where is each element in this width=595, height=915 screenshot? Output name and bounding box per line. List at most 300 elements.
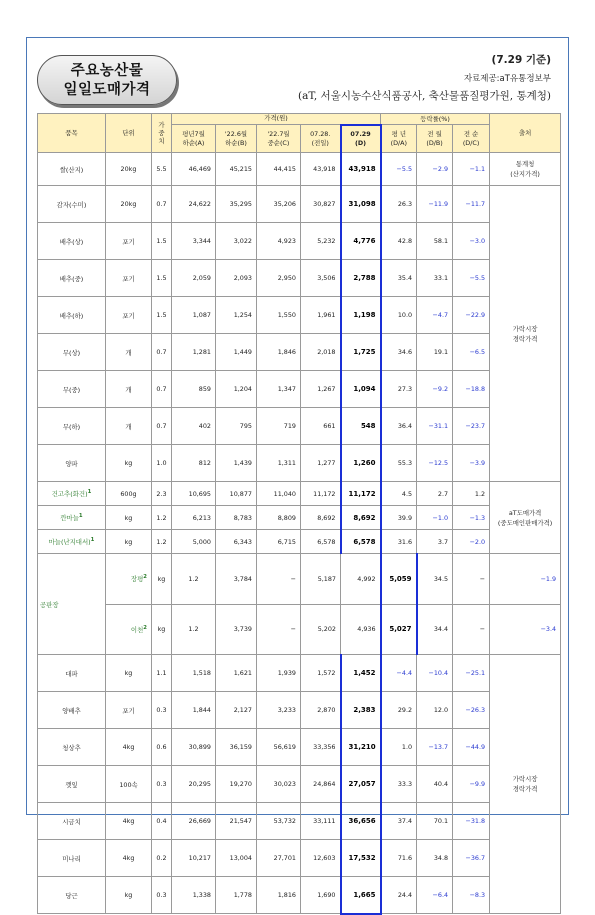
avg-price-cell: 26,669 [172, 803, 216, 840]
avg-price-cell: 1,844 [172, 692, 216, 729]
col-prev-label: 07.28. (전일) [310, 129, 331, 147]
data-provider: 자료제공:aT유통정보부 [463, 74, 551, 84]
item-cell [38, 445, 106, 482]
table-row [38, 186, 561, 223]
weight-cell: 0.2 [152, 840, 172, 877]
rate-cell: −1.9 [490, 554, 561, 605]
unit-cell: 포기 [106, 260, 152, 297]
avg-price-cell: 24,622 [172, 186, 216, 223]
rate-cell: −6.4 [417, 877, 453, 914]
rate-cell: −4.7 [417, 297, 453, 334]
prev-price-cell: 661 [301, 408, 341, 445]
prev-price-cell: 43,918 [301, 153, 341, 186]
rate-cell: −10.4 [417, 655, 453, 692]
avg-price-cell: 1,281 [172, 334, 216, 371]
jun22-price-cell: 45,215 [216, 153, 257, 186]
rate-cell: −5.5 [381, 153, 417, 186]
rate-cell: −1.0 [417, 506, 453, 530]
table-row [38, 554, 561, 605]
table-row [38, 530, 561, 554]
rate-cell: −3.9 [453, 445, 490, 482]
item-sub-label: 장평 [130, 575, 144, 584]
prev-price-cell: 30,827 [301, 186, 341, 223]
rate-cell: 34.5 [417, 554, 453, 605]
rate-cell: −18.8 [453, 371, 490, 408]
jul22-price-cell: 30,023 [257, 766, 301, 803]
avg-price-cell: 10,695 [172, 482, 216, 506]
rate-cell: −3.4 [490, 604, 561, 655]
unit-cell: 600g [106, 482, 152, 506]
jul22-price-cell: 1,939 [257, 655, 301, 692]
jun22-price-cell: 1,254 [216, 297, 257, 334]
item-label: 당근 [65, 891, 78, 900]
unit-cell: 100속 [106, 766, 152, 803]
table-row [38, 445, 561, 482]
prev-price-cell: 2,870 [301, 692, 341, 729]
rate-cell: 33.3 [381, 766, 417, 803]
rate-cell: −31.8 [453, 803, 490, 840]
col-source: 출처 [490, 114, 561, 153]
weight-cell: 0.4 [152, 803, 172, 840]
rate-cell: 34.8 [417, 840, 453, 877]
avg-price-cell: 402 [172, 408, 216, 445]
price-table-body [38, 153, 561, 914]
col-price-group: 가격(원) [172, 114, 381, 125]
item-label: 청상추 [62, 743, 81, 752]
avg-price-cell: 6,213 [172, 506, 216, 530]
rate-cell: 40.4 [417, 766, 453, 803]
item-cell [38, 766, 106, 803]
item-cell [38, 877, 106, 914]
jul22-price-cell: 27,701 [257, 840, 301, 877]
jun22-price-cell: 1,439 [216, 445, 257, 482]
jul22-price-cell: 3,233 [257, 692, 301, 729]
avg-price-cell: 3,784 [216, 554, 257, 605]
jun22-price-cell: 1,621 [216, 655, 257, 692]
avg-price-cell: 10,217 [172, 840, 216, 877]
weight-cell: 1.5 [152, 297, 172, 334]
jun22-price-cell: 10,877 [216, 482, 257, 506]
rate-cell: 29.2 [381, 692, 417, 729]
rate-cell: −4.4 [381, 655, 417, 692]
item-sub-cell [106, 554, 152, 605]
table-row [38, 506, 561, 530]
today-price-cell: 31,210 [341, 729, 381, 766]
today-price-cell: 2,383 [341, 692, 381, 729]
col-rate-prev [453, 125, 490, 153]
prev-price-cell: 33,111 [301, 803, 341, 840]
rate-cell: −31.1 [417, 408, 453, 445]
rate-cell: − [453, 604, 490, 655]
unit-cell: kg [106, 655, 152, 692]
jul22-price-cell: 5,187 [301, 554, 341, 605]
item-label: 무(하) [62, 422, 81, 431]
rate-cell: −3.0 [453, 223, 490, 260]
table-row [38, 803, 561, 840]
prev-price-cell: 1,961 [301, 297, 341, 334]
today-price-cell: 1,725 [341, 334, 381, 371]
prev-price-cell: 6,578 [301, 530, 341, 554]
item-label: 무(상) [62, 348, 81, 357]
rate-cell: −5.5 [453, 260, 490, 297]
item-label: 양파 [65, 459, 78, 468]
jul22-price-cell: 8,809 [257, 506, 301, 530]
weight-cell: 0.7 [152, 334, 172, 371]
table-row [38, 223, 561, 260]
price-table [37, 113, 561, 915]
today-price-cell: 548 [341, 408, 381, 445]
rate-cell: − [453, 554, 490, 605]
footnote-mark: 2 [143, 574, 147, 581]
jun22-price-cell: 1,204 [216, 371, 257, 408]
item-cell [38, 803, 106, 840]
item-sub-label: 이천 [130, 625, 144, 634]
jun22-price-cell: 21,547 [216, 803, 257, 840]
weight-cell: 5.5 [152, 153, 172, 186]
col-jun22 [216, 125, 257, 153]
prev-price-cell: 24,864 [301, 766, 341, 803]
today-price-cell: 43,918 [341, 153, 381, 186]
unit-cell: 4kg [106, 840, 152, 877]
unit-cell: 4kg [106, 729, 152, 766]
unit-cell: 포기 [106, 297, 152, 334]
jul22-price-cell: 35,206 [257, 186, 301, 223]
rate-cell: −25.1 [453, 655, 490, 692]
item-group-cell: 공판장 [38, 554, 106, 655]
table-row [38, 371, 561, 408]
jun22-price-cell: 1,778 [216, 877, 257, 914]
prev-price-cell: 1,690 [301, 877, 341, 914]
prev-price-cell: 1,267 [301, 371, 341, 408]
col-prev [301, 125, 341, 153]
rate-cell: 33.1 [417, 260, 453, 297]
today-price-cell: 6,578 [341, 530, 381, 554]
unit-cell: 개 [106, 408, 152, 445]
unit-cell: kg [152, 554, 172, 605]
col-today [341, 125, 381, 153]
item-cell [38, 692, 106, 729]
prev-price-cell: 12,603 [301, 840, 341, 877]
table-row [38, 655, 561, 692]
prev-price-cell: 2,018 [301, 334, 341, 371]
rate-cell: 4.5 [381, 482, 417, 506]
jun22-price-cell: 8,783 [216, 506, 257, 530]
item-label: 미나리 [62, 854, 81, 863]
rate-cell: −26.3 [453, 692, 490, 729]
rate-cell: 31.6 [381, 530, 417, 554]
item-label: 건고추(화건) [51, 490, 88, 499]
rate-cell: 37.4 [381, 803, 417, 840]
item-cell [38, 655, 106, 692]
avg-price-cell: 30,899 [172, 729, 216, 766]
prev-price-cell: 4,936 [341, 604, 381, 655]
weight-cell: 1.2 [172, 554, 216, 605]
weight-cell: 0.7 [152, 408, 172, 445]
today-price-cell: 31,098 [341, 186, 381, 223]
jun22-price-cell: 35,295 [216, 186, 257, 223]
avg-price-cell: 2,059 [172, 260, 216, 297]
unit-cell: kg [152, 604, 172, 655]
rate-cell: −1.1 [453, 153, 490, 186]
col-rate-prev-label: 전 순 (D/C) [462, 129, 480, 147]
rate-cell: −12.5 [417, 445, 453, 482]
rate-cell: −9.9 [453, 766, 490, 803]
item-label: 배추(상) [59, 237, 84, 246]
title-badge [37, 55, 177, 105]
col-jun22-label: '22.6월 하순(B) [224, 129, 248, 147]
today-price-cell: 1,094 [341, 371, 381, 408]
item-sub-cell [106, 604, 152, 655]
table-row [38, 334, 561, 371]
table-row [38, 840, 561, 877]
item-cell [38, 223, 106, 260]
item-label: 마늘(난지대서) [48, 538, 91, 547]
rate-cell: 27.3 [381, 371, 417, 408]
jul22-price-cell: 1,311 [257, 445, 301, 482]
rate-cell: 3.7 [417, 530, 453, 554]
date-reference: (7.29 기준) [491, 54, 551, 66]
col-avg-label: 평년7월 하순(A) [182, 129, 205, 147]
rate-cell: −6.5 [453, 334, 490, 371]
item-cell [38, 840, 106, 877]
unit-cell: 4kg [106, 803, 152, 840]
today-price-cell: 5,027 [381, 604, 417, 655]
col-rate-month [417, 125, 453, 153]
item-cell [38, 729, 106, 766]
jul22-price-cell: 2,950 [257, 260, 301, 297]
item-label: 시금치 [62, 817, 81, 826]
unit-cell: 포기 [106, 692, 152, 729]
col-rate-avg-label: 평 년 (D/A) [390, 129, 408, 147]
prev-price-cell: 3,506 [301, 260, 341, 297]
table-row [38, 604, 561, 655]
item-cell [38, 408, 106, 445]
avg-price-cell: 859 [172, 371, 216, 408]
source-cell: aT도매가격 (중도매인판매가격) [490, 482, 561, 554]
jul22-price-cell: 1,550 [257, 297, 301, 334]
avg-price-cell: 20,295 [172, 766, 216, 803]
jul22-price-cell: 11,040 [257, 482, 301, 506]
prev-price-cell: 11,172 [301, 482, 341, 506]
jun22-price-cell: − [257, 604, 301, 655]
rate-cell: −13.7 [417, 729, 453, 766]
rate-cell: −22.9 [453, 297, 490, 334]
unit-cell: kg [106, 530, 152, 554]
col-today-label: 07.29 (D) [350, 129, 371, 147]
col-rate-avg [381, 125, 417, 153]
rate-cell: −11.7 [453, 186, 490, 223]
jun22-price-cell: − [257, 554, 301, 605]
jun22-price-cell: 795 [216, 408, 257, 445]
unit-cell: 20kg [106, 186, 152, 223]
rate-cell: −8.3 [453, 877, 490, 914]
avg-price-cell: 812 [172, 445, 216, 482]
today-price-cell: 2,788 [341, 260, 381, 297]
rate-cell: 71.6 [381, 840, 417, 877]
rate-cell: 70.1 [417, 803, 453, 840]
title-line-1: 주요농산물 [70, 63, 144, 79]
rate-cell: 12.0 [417, 692, 453, 729]
weight-cell: 1.1 [152, 655, 172, 692]
rate-cell: 42.8 [381, 223, 417, 260]
col-weight-label: 가 중 치 [158, 121, 165, 145]
table-row [38, 153, 561, 186]
rate-cell: 35.4 [381, 260, 417, 297]
rate-cell: −36.7 [453, 840, 490, 877]
weight-cell: 0.3 [152, 692, 172, 729]
table-row [38, 408, 561, 445]
item-label: 배추(중) [59, 274, 84, 283]
avg-price-cell: 3,739 [216, 604, 257, 655]
prev-price-cell: 1,572 [301, 655, 341, 692]
item-cell [38, 371, 106, 408]
rate-cell: −9.2 [417, 371, 453, 408]
rate-cell: −23.7 [453, 408, 490, 445]
rate-cell: −44.9 [453, 729, 490, 766]
today-price-cell: 17,532 [341, 840, 381, 877]
weight-cell: 0.7 [152, 186, 172, 223]
rate-cell: −2.9 [417, 153, 453, 186]
jun22-price-cell: 2,093 [216, 260, 257, 297]
avg-price-cell: 1,518 [172, 655, 216, 692]
item-cell [38, 297, 106, 334]
unit-cell: kg [106, 877, 152, 914]
jun22-price-cell: 2,127 [216, 692, 257, 729]
today-price-cell: 5,059 [381, 554, 417, 605]
weight-cell: 0.6 [152, 729, 172, 766]
jul22-price-cell: 44,415 [257, 153, 301, 186]
prev-price-cell: 8,692 [301, 506, 341, 530]
rate-cell: 55.3 [381, 445, 417, 482]
weight-cell: 0.3 [152, 766, 172, 803]
footnote-mark: 1 [78, 512, 83, 519]
today-price-cell: 1,665 [341, 877, 381, 914]
jun22-price-cell: 19,270 [216, 766, 257, 803]
rate-cell: 10.0 [381, 297, 417, 334]
weight-cell: 1.0 [152, 445, 172, 482]
source-cell: 가락시장 경락가격 [490, 186, 561, 482]
source-cell: 가락시장 경락가격 [490, 655, 561, 914]
item-label: 깐마늘 [60, 514, 79, 523]
item-label: 양배추 [62, 706, 81, 715]
avg-price-cell: 1,338 [172, 877, 216, 914]
rate-cell: −1.3 [453, 506, 490, 530]
rate-cell: 34.4 [417, 604, 453, 655]
item-label: 배추(하) [59, 311, 84, 320]
table-row [38, 692, 561, 729]
col-jul22 [257, 125, 301, 153]
item-label: 감자(수미) [56, 200, 87, 209]
jul22-price-cell: 1,846 [257, 334, 301, 371]
table-row [38, 766, 561, 803]
footnote-mark: 1 [90, 536, 95, 543]
rate-cell: 1.0 [381, 729, 417, 766]
rate-cell: 58.1 [417, 223, 453, 260]
jul22-price-cell: 1,347 [257, 371, 301, 408]
today-price-cell: 1,452 [341, 655, 381, 692]
avg-price-cell: 46,469 [172, 153, 216, 186]
rate-cell: 1.2 [453, 482, 490, 506]
avg-price-cell: 5,000 [172, 530, 216, 554]
avg-price-cell: 3,344 [172, 223, 216, 260]
jun22-price-cell: 1,449 [216, 334, 257, 371]
col-item: 품목 [38, 114, 106, 153]
footnote-mark: 1 [87, 488, 92, 495]
today-price-cell: 1,198 [341, 297, 381, 334]
rate-cell: 34.6 [381, 334, 417, 371]
jul22-price-cell: 53,732 [257, 803, 301, 840]
unit-cell: 20kg [106, 153, 152, 186]
avg-price-cell: 1,087 [172, 297, 216, 334]
prev-price-cell: 33,356 [301, 729, 341, 766]
col-rate-month-label: 전 월 (D/B) [426, 129, 443, 147]
today-price-cell: 4,776 [341, 223, 381, 260]
table-row [38, 729, 561, 766]
weight-cell: 0.7 [152, 371, 172, 408]
rate-cell: 2.7 [417, 482, 453, 506]
jul22-price-cell: 4,923 [257, 223, 301, 260]
item-cell [38, 153, 106, 186]
weight-cell: 1.2 [152, 530, 172, 554]
jul22-price-cell: 719 [257, 408, 301, 445]
col-rate-group: 등락률(%) [381, 114, 490, 125]
rate-cell: 26.3 [381, 186, 417, 223]
item-cell [38, 506, 106, 530]
col-jul22-label: '22.7월 중순(C) [267, 129, 290, 147]
rate-cell: 39.9 [381, 506, 417, 530]
item-label: 무(중) [62, 385, 81, 394]
table-row [38, 260, 561, 297]
rate-cell: 36.4 [381, 408, 417, 445]
title-line-2: 일일도매가격 [63, 82, 151, 98]
weight-cell: 2.3 [152, 482, 172, 506]
rate-cell: −2.0 [453, 530, 490, 554]
unit-cell: 포기 [106, 223, 152, 260]
prev-price-cell: 1,277 [301, 445, 341, 482]
col-weight [152, 114, 172, 153]
today-price-cell: 27,057 [341, 766, 381, 803]
jun22-price-cell: 3,022 [216, 223, 257, 260]
unit-cell: 개 [106, 371, 152, 408]
table-row [38, 297, 561, 334]
rate-cell: 24.4 [381, 877, 417, 914]
jul22-price-cell: 1,816 [257, 877, 301, 914]
table-row [38, 482, 561, 506]
item-cell [38, 482, 106, 506]
col-unit: 단위 [106, 114, 152, 153]
item-label: 깻잎 [65, 780, 78, 789]
weight-cell: 1.2 [172, 604, 216, 655]
rate-cell: −11.9 [417, 186, 453, 223]
item-cell [38, 186, 106, 223]
item-cell [38, 334, 106, 371]
item-cell [38, 260, 106, 297]
jul22-price-cell: 5,202 [301, 604, 341, 655]
jul22-price-cell: 56,619 [257, 729, 301, 766]
item-cell [38, 530, 106, 554]
weight-cell: 1.2 [152, 506, 172, 530]
unit-cell: kg [106, 506, 152, 530]
weight-cell: 1.5 [152, 260, 172, 297]
prev-price-cell: 4,992 [341, 554, 381, 605]
data-sources: (aT, 서울시농수산식품공사, 축산물품질평가원, 통계청) [298, 90, 551, 102]
today-price-cell: 1,260 [341, 445, 381, 482]
col-avg [172, 125, 216, 153]
unit-cell: 개 [106, 334, 152, 371]
footnote-mark: 2 [143, 624, 147, 631]
weight-cell: 0.3 [152, 877, 172, 914]
jul22-price-cell: 6,715 [257, 530, 301, 554]
